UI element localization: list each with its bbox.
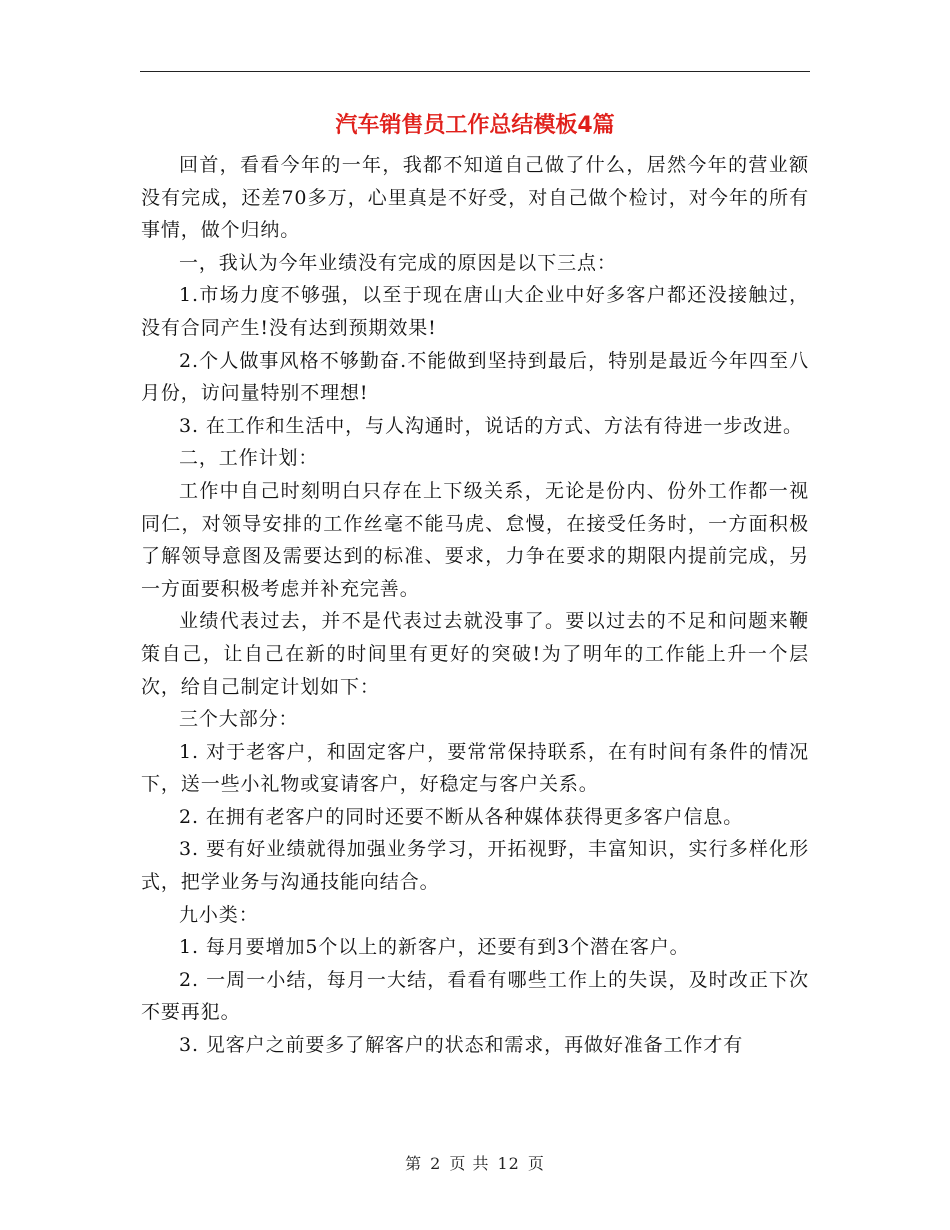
page-label-prefix: 第 [405, 1154, 423, 1173]
document-body [141, 149, 809, 1062]
paragraph: 3. 见客户之前要多了解客户的状态和需求，再做好准备工作才有 [179, 1034, 744, 1057]
paragraph: 业绩代表过去，并不是代表过去就没事了。要以过去的不足和问题来鞭策自己，让自己在新的时间里有更好的突破!为了明年的工作能上升一个层次，给自己制定计划如下： [141, 610, 809, 698]
paragraph: 回首，看看今年的一年，我都不知道自己做了什么，居然今年的营业额没有完成，还差70多万，心里真是不好受，对自己做个检讨，对今年的所有事情，做个归纳。 [141, 154, 809, 242]
paragraph: 1. 对于老客户，和固定客户，要常常保持联系，在有时间有条件的情况下，送一些小礼物或宴请客户，好稳定与客户关系。 [141, 740, 809, 796]
paragraph: 三个大部分： [179, 708, 299, 731]
document-title: 汽车销售员工作总结模板4篇 [335, 113, 615, 138]
paragraph: 九小类： [179, 903, 259, 926]
total-pages-number: 12 [497, 1154, 520, 1173]
page-footer [140, 1152, 810, 1176]
paragraph: 2.个人做事风格不够勤奋.不能做到坚持到最后，特别是最近今年四至八月份，访问量特别不理想! [141, 349, 809, 405]
paragraph: 2. 一周一小结，每月一大结，看看有哪些工作上的失误，及时改正下次不要再犯。 [141, 968, 809, 1024]
paragraph: 3. 要有好业绩就得加强业务学习，开拓视野，丰富知识，实行多样化形式，把学业务与沟通技能向结合。 [141, 838, 809, 894]
paragraph: 二，工作计划： [179, 447, 319, 470]
current-page-number: 2 [430, 1154, 442, 1173]
paragraph: 1. 每月要增加5个以上的新客户，还要有到3个潜在客户。 [179, 936, 690, 959]
page-label-mid: 页 共 [449, 1154, 490, 1173]
paragraph: 2. 在拥有老客户的同时还要不断从各种媒体获得更多客户信息。 [179, 805, 744, 828]
paragraph: 3. 在工作和生活中，与人沟通时，说话的方式、方法有待进一步改进。 [179, 414, 803, 437]
header-rule [140, 71, 810, 72]
paragraph: 一，我认为今年业绩没有完成的原因是以下三点： [179, 251, 617, 274]
paragraph: 工作中自己时刻明白只存在上下级关系，无论是份内、份外工作都一视同仁，对领导安排的工作丝毫不能马虎、怠慢，在接受任务时，一方面积极了解领导意图及需要达到的标准、要求，力争在要求的期限内提前完成，另一方面要积极考虑并补充完善。 [141, 479, 809, 600]
page-label-suffix: 页 [527, 1154, 545, 1173]
paragraph: 1.市场力度不够强，以至于现在唐山大企业中好多客户都还没接触过，没有合同产生!没有达到预期效果! [141, 284, 809, 339]
